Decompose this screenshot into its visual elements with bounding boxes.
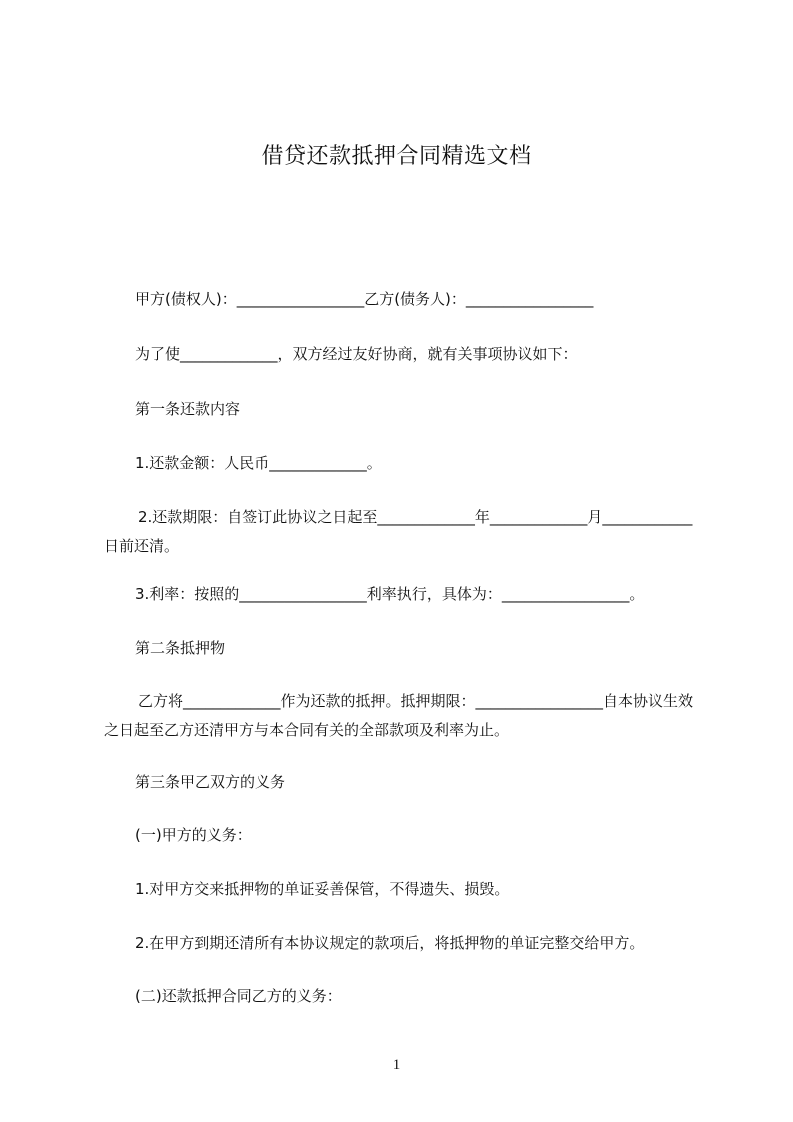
article-1-heading — [104, 395, 704, 424]
page-number: 1 — [392, 1057, 401, 1073]
article-1-title: 第一条还款内容 — [135, 400, 241, 418]
party-b-duties-heading — [104, 982, 704, 1011]
duty-item-2-text: 2.在甲方到期还清所有本协议规定的款项后，将抵押物的单证完整交给甲方。 — [135, 934, 645, 952]
repayment-amount-text: 1.还款金额：人民币_____________。 — [135, 454, 382, 472]
interest-rate-clause — [104, 580, 704, 609]
party-b-duties-title: (二)还款抵押合同乙方的义务： — [135, 987, 342, 1005]
article-2-title: 第二条抵押物 — [135, 639, 226, 657]
party-a-duties-title: (一)甲方的义务： — [135, 826, 252, 844]
document-title: 借贷还款抵押合同精选文档 — [261, 144, 532, 169]
article-3-title: 第三条甲乙双方的义务 — [135, 773, 286, 791]
party-a-duties-heading — [104, 821, 704, 850]
collateral-clause — [104, 687, 704, 745]
duty-item-2 — [104, 929, 704, 958]
interest-rate-text: 3.利率：按照的_________________利率执行，具体为：_________________。 — [135, 585, 645, 603]
repayment-amount-clause — [104, 449, 704, 478]
repayment-term-clause — [104, 503, 704, 561]
party-line — [104, 285, 704, 314]
party-text: 甲方(债权人)：_________________乙方(债务人)：_________________ — [135, 290, 594, 308]
duty-item-1-text: 1.对甲方交来抵押物的单证妥善保管，不得遗失、损毁。 — [135, 880, 510, 898]
collateral-text: 乙方将_____________作为还款的抵押。抵押期限：_________________自本协议生效之日起至乙方还清甲方与本合同有关的全部款项及利率为止。 — [104, 692, 694, 739]
duty-item-1 — [104, 875, 704, 904]
repayment-term-text: 2.还款期限：自签订此协议之日起至_____________年_____________月____________日前还清。 — [104, 508, 693, 555]
intro-paragraph — [104, 340, 704, 369]
article-2-heading — [104, 634, 704, 663]
article-3-heading — [104, 768, 704, 797]
intro-text: 为了使_____________，双方经过友好协商，就有关事项协议如下： — [135, 345, 578, 363]
